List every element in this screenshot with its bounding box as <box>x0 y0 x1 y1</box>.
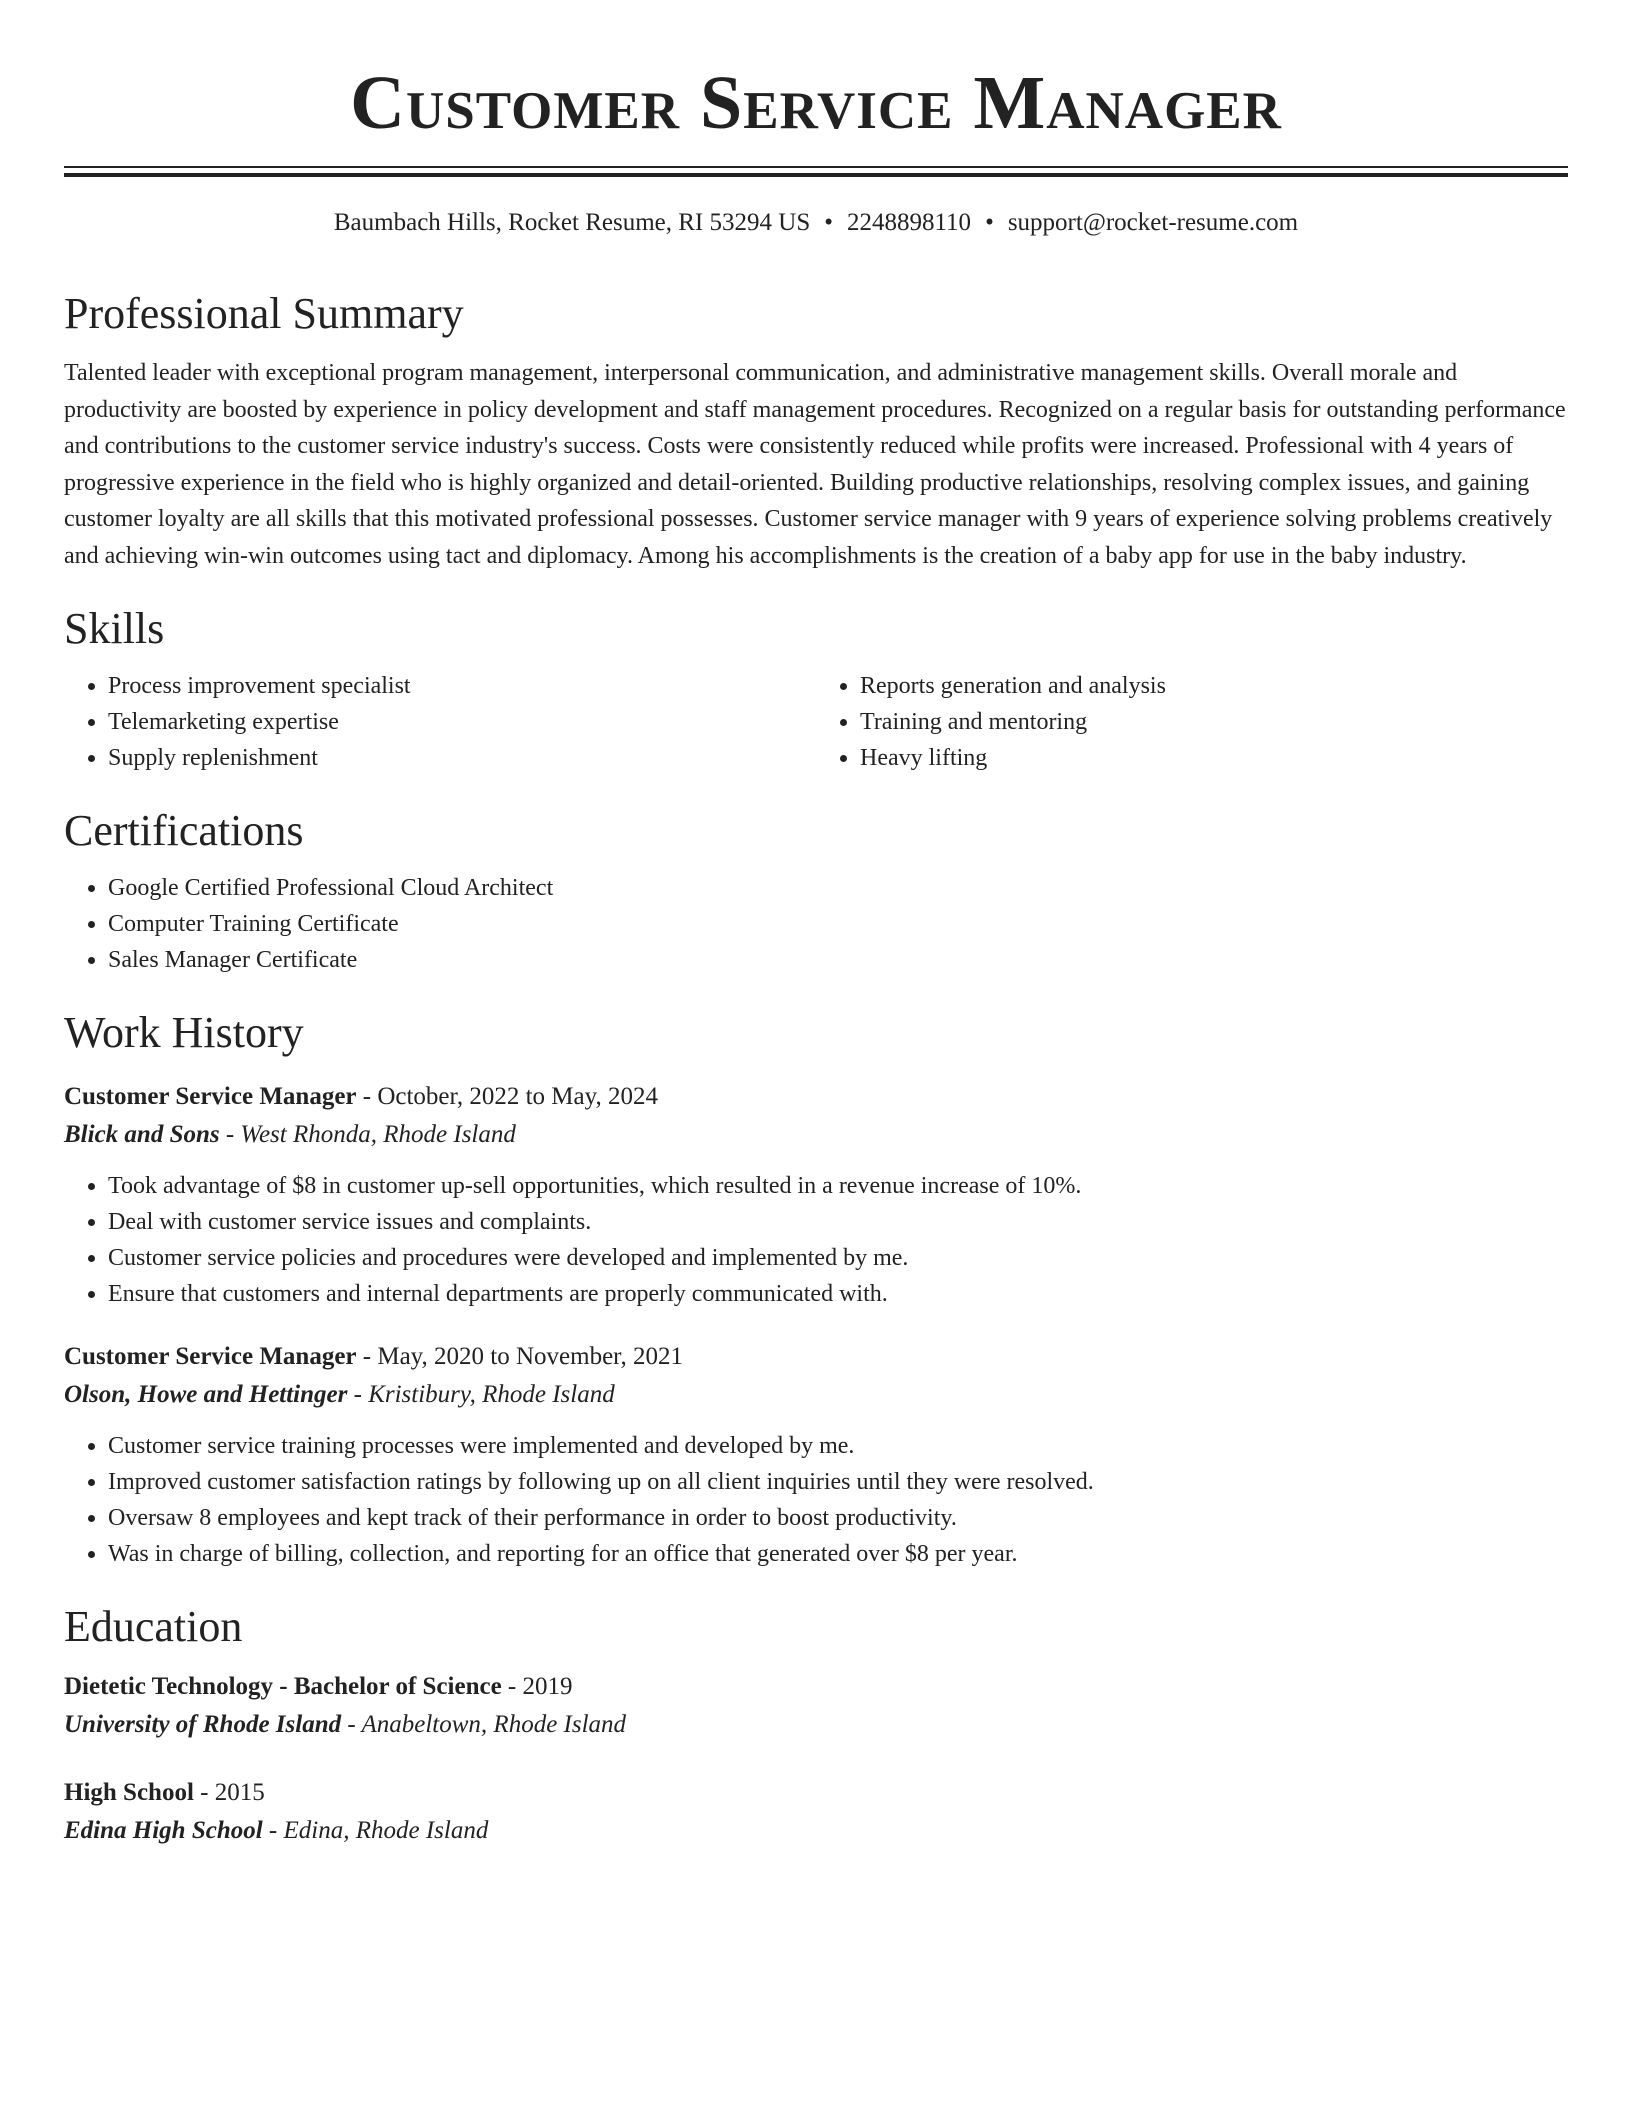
skills-columns <box>64 668 1568 776</box>
divider-thin <box>64 166 1568 168</box>
job-location: - West Rhonda, Rhode Island <box>219 1121 516 1148</box>
education-degree: Dietetic Technology - Bachelor of Science <box>64 1673 502 1700</box>
job-company-line <box>64 1116 1568 1154</box>
contact-address: Baumbach Hills, Rocket Resume, RI 53294 US <box>333 209 811 236</box>
work-history-heading: Work History <box>64 1008 304 1057</box>
job-location: - Kristibury, Rhode Island <box>347 1381 615 1408</box>
education-year: - 2019 <box>501 1673 573 1700</box>
certification-item: • Computer Training Certificate <box>108 906 1568 942</box>
summary-text: Talented leader with exceptional program management, interpersonal communication, and administrative management skills. Overall morale and productivity are boosted by experience in policy development and staff management procedures. Recognized on a regular basis for outstanding performance and contributions to the customer service industry's success. Costs were consistently reduced while profits were increased. Professional with 4 years of progressive experience in the field who is highly organized and detail-oriented. Building productive relationships, resolving complex issues, and gaining customer loyalty are all skills that this motivated professional possesses. Customer service manager with 9 years of experience solving problems creatively and achieving win-win outcomes using tact and diplomacy. Among his accomplishments is the creation of a baby app for use in the baby industry. <box>64 360 1566 569</box>
job-entry <box>64 1078 1568 1312</box>
education-location: - Anabeltown, Rhode Island <box>341 1711 627 1738</box>
education-school: Edina High School <box>64 1817 263 1844</box>
job-bullet: • Improved customer satisfaction ratings by following up on all client inquiries until they were resolved. <box>108 1464 1568 1500</box>
skills-list-right <box>816 668 1568 776</box>
skills-list-left <box>64 668 816 776</box>
job-dates: - October, 2022 to May, 2024 <box>356 1083 659 1110</box>
education-school-line <box>64 1812 1568 1850</box>
skills-section <box>64 602 1568 776</box>
education-degree-line <box>64 1774 1568 1812</box>
skill-item: • Process improvement specialist <box>108 668 816 704</box>
certification-item: • Google Certified Professional Cloud Architect <box>108 870 1568 906</box>
education-school: University of Rhode Island <box>64 1711 342 1738</box>
job-bullets <box>64 1168 1568 1312</box>
summary-heading: Professional Summary <box>64 289 464 338</box>
job-company-line <box>64 1376 1568 1414</box>
contact-separator: • <box>985 209 994 236</box>
job-entry <box>64 1338 1568 1572</box>
contact-line <box>64 207 1568 239</box>
education-entry <box>64 1668 1568 1744</box>
skills-heading: Skills <box>64 604 165 653</box>
education-degree: High School <box>64 1779 194 1806</box>
contact-phone: 2248898110 <box>846 209 972 236</box>
education-heading: Education <box>64 1602 243 1651</box>
certification-item: • Sales Manager Certificate <box>108 942 1568 978</box>
education-location: - Edina, Rhode Island <box>262 1817 489 1844</box>
certifications-heading: Certifications <box>64 806 304 855</box>
summary-section <box>64 287 1568 574</box>
page-title: Customer Service Manager <box>350 61 1282 145</box>
skill-item: • Heavy lifting <box>860 740 1568 776</box>
education-school-line <box>64 1706 1568 1744</box>
job-role: Customer Service Manager <box>64 1083 357 1110</box>
job-bullet: • Took advantage of $8 in customer up-sell opportunities, which resulted in a revenue increase of 10%. <box>108 1168 1568 1204</box>
skill-item: • Training and mentoring <box>860 704 1568 740</box>
job-bullet: • Customer service policies and procedures were developed and implemented by me. <box>108 1240 1568 1276</box>
job-bullet: • Deal with customer service issues and complaints. <box>108 1204 1568 1240</box>
header-divider <box>64 166 1568 177</box>
job-bullets <box>64 1428 1568 1572</box>
job-title-line <box>64 1078 1568 1116</box>
job-title-line <box>64 1338 1568 1376</box>
education-section <box>64 1600 1568 1850</box>
contact-email[interactable]: support@rocket-resume.com <box>1007 209 1299 236</box>
job-dates: - May, 2020 to November, 2021 <box>356 1343 684 1370</box>
skill-item: • Reports generation and analysis <box>860 668 1568 704</box>
job-role: Customer Service Manager <box>64 1343 357 1370</box>
certifications-list <box>64 870 1568 978</box>
job-company: Blick and Sons <box>64 1121 220 1148</box>
divider-thick <box>64 173 1568 177</box>
certifications-section <box>64 804 1568 978</box>
job-bullet: • Oversaw 8 employees and kept track of their performance in order to boost productivity. <box>108 1500 1568 1536</box>
contact-separator: • <box>824 209 833 236</box>
skill-item: • Supply replenishment <box>108 740 816 776</box>
work-history-section <box>64 1006 1568 1572</box>
education-degree-line <box>64 1668 1568 1706</box>
job-bullet: • Customer service training processes were implemented and developed by me. <box>108 1428 1568 1464</box>
job-company: Olson, Howe and Hettinger <box>64 1381 348 1408</box>
education-entry <box>64 1774 1568 1850</box>
education-year: - 2015 <box>193 1779 265 1806</box>
job-bullet: • Ensure that customers and internal departments are properly communicated with. <box>108 1276 1568 1312</box>
skill-item: • Telemarketing expertise <box>108 704 816 740</box>
job-bullet: • Was in charge of billing, collection, and reporting for an office that generated over $8 per year. <box>108 1536 1568 1572</box>
